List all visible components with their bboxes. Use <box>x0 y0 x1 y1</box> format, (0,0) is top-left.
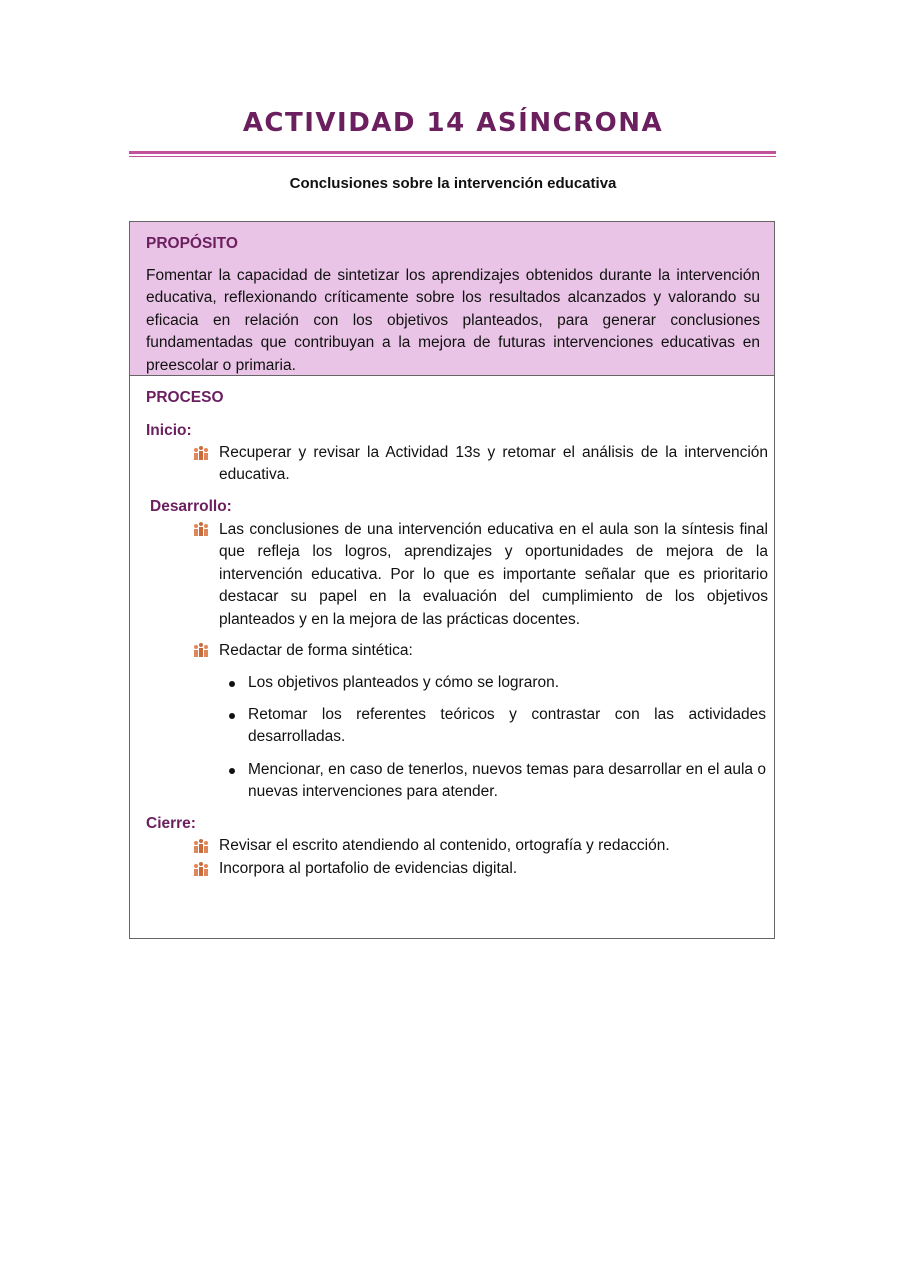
document-subtitle: Conclusiones sobre la intervención educativa <box>289 175 617 192</box>
proposito-text: Fomentar la capacidad de sintetizar los aprendizajes obtenidos durante la intervención educativa, reflexionando críticamente sobre los resultados alcanzados y valorando su eficacia en relación con los objetivos planteados, para generar conclusiones fundamentadas que contribuyan a la mejora de futuras intervenciones educativas en preescolar o primaria. <box>146 267 760 374</box>
activity-box <box>129 221 775 939</box>
cierre-item: Revisar el escrito atendiendo al contenido, ortografía y redacción. <box>219 837 670 854</box>
proposito-section <box>130 222 774 376</box>
people-bullet-icon <box>193 446 209 460</box>
cierre-label: Cierre: <box>146 815 196 832</box>
desarrollo-item: Redactar de forma sintética: <box>219 642 413 659</box>
title-underline-thin <box>129 156 776 157</box>
document-title: ACTIVIDAD 14 ASÍNCRONA <box>242 108 664 138</box>
cierre-item: Incorpora al portafolio de evidencias digital. <box>219 860 518 877</box>
people-bullet-icon <box>193 643 209 657</box>
desarrollo-subitem: Retomar los referentes teóricos y contrastar con las actividades desarrolladas. <box>248 706 766 746</box>
inicio-item: Recuperar y revisar la Actividad 13s y retomar el análisis de la intervención educativa. <box>219 444 768 484</box>
people-bullet-icon <box>193 839 209 853</box>
bullet-dot <box>229 768 235 774</box>
desarrollo-label: Desarrollo: <box>150 498 232 515</box>
proposito-heading: PROPÓSITO <box>146 235 238 252</box>
desarrollo-item: Las conclusiones de una intervención educativa en el aula son la síntesis final que refleja los logros, aprendizajes y oportunidades de mejora de la intervención educativa. Por lo que es importante señalar que es prioritario destacar su papel en la evaluación del cumplimiento de los objetivos planteados y en la mejora de las prácticas docentes. <box>219 521 768 628</box>
proceso-heading: PROCESO <box>146 389 224 406</box>
inicio-label: Inicio: <box>146 422 192 439</box>
people-bullet-icon <box>193 862 209 876</box>
bullet-dot <box>229 713 235 719</box>
desarrollo-subitem: Los objetivos planteados y cómo se lograron. <box>248 674 560 691</box>
desarrollo-subitem: Mencionar, en caso de tenerlos, nuevos temas para desarrollar en el aula o nuevas intervenciones para atender. <box>248 761 766 801</box>
people-bullet-icon <box>193 522 209 536</box>
title-underline-thick <box>129 151 776 154</box>
bullet-dot <box>229 681 235 687</box>
